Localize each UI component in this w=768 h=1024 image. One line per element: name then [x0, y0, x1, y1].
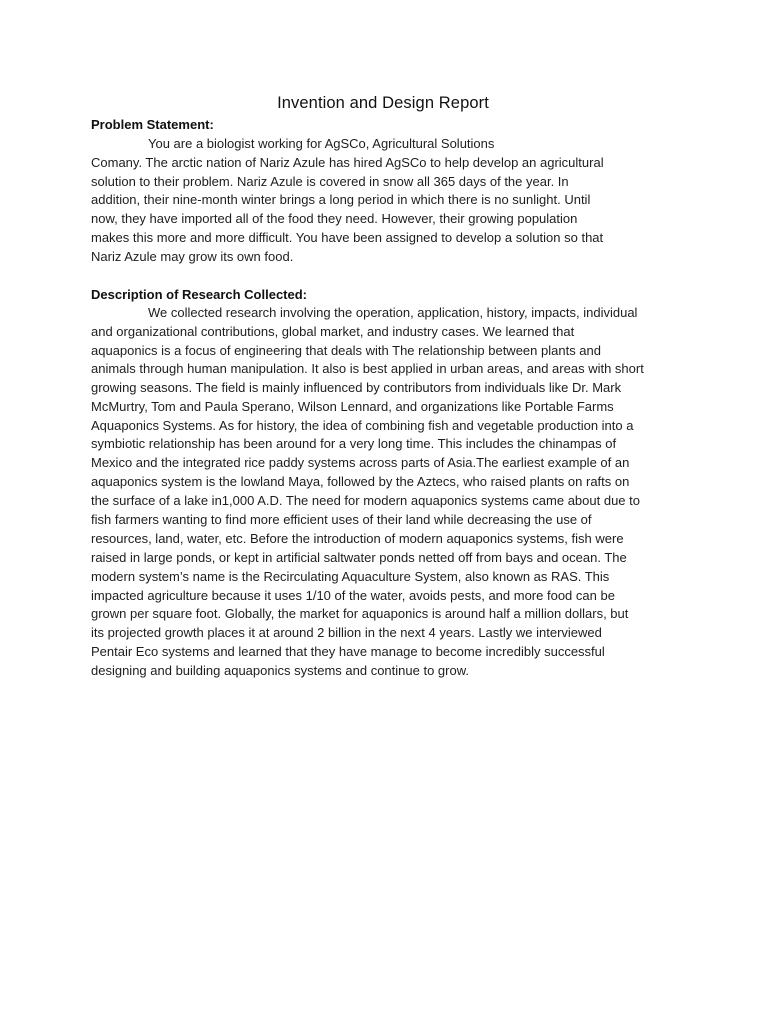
problem-statement-heading: Problem Statement:: [91, 117, 214, 132]
paragraph-line: resources, land, water, etc. Before the introduction of modern aquaponics systems, fish were: [91, 531, 624, 546]
paragraph-line: solution to their problem. Nariz Azule is covered in snow all 365 days of the year. In: [91, 174, 569, 189]
paragraph-line: Aquaponics Systems. As for history, the idea of combining fish and vegetable production into a: [91, 418, 634, 433]
paragraph-line: its projected growth places it at around 2 billion in the next 4 years. Lastly we interviewed: [91, 625, 602, 640]
paragraph-line: You are a biologist working for AgSCo, Agricultural Solutions: [148, 136, 495, 151]
paragraph-line: the surface of a lake in1,000 A.D. The need for modern aquaponics systems came about due to: [91, 493, 640, 508]
document-title: Invention and Design Report: [277, 94, 489, 112]
paragraph-line: grown per square foot. Globally, the market for aquaponics is around half a million dollars, but: [91, 606, 629, 621]
paragraph-line: impacted agriculture because it uses 1/10 of the water, avoids pests, and more food can be: [91, 588, 615, 603]
paragraph-line: makes this more and more difficult. You have been assigned to develop a solution so that: [91, 230, 604, 245]
paragraph-line: modern system’s name is the Recirculating Aquaculture System, also known as RAS. This: [91, 569, 610, 584]
paragraph-line: We collected research involving the operation, application, history, impacts, individual: [148, 305, 638, 320]
paragraph-line: symbiotic relationship has been around for a very long time. This includes the chinampas of: [91, 436, 617, 451]
paragraph-line: McMurtry, Tom and Paula Sperano, Wilson Lennard, and organizations like Portable Farms: [91, 399, 614, 414]
paragraph-line: aquaponics is a focus of engineering that deals with The relationship between plants and: [91, 343, 601, 358]
paragraph-line: and organizational contributions, global market, and industry cases. We learned that: [91, 324, 575, 339]
paragraph-line: aquaponics system is the lowland Maya, followed by the Aztecs, who raised plants on rafts on: [91, 474, 630, 489]
research-description-heading: Description of Research Collected:: [91, 287, 307, 302]
paragraph-line: Mexico and the integrated rice paddy systems across parts of Asia.The earliest example of an: [91, 455, 630, 470]
paragraph-line: raised in large ponds, or kept in artificial saltwater ponds netted off from bays and ocean. The: [91, 550, 627, 565]
paragraph-line: Pentair Eco systems and learned that they have manage to become incredibly successful: [91, 644, 605, 659]
paragraph-line: Nariz Azule may grow its own food.: [91, 249, 294, 264]
paragraph-line: designing and building aquaponics systems and continue to grow.: [91, 663, 469, 678]
paragraph-line: animals through human manipulation. It also is best applied in urban areas, and areas with short: [91, 361, 644, 376]
paragraph-line: Comany. The arctic nation of Nariz Azule has hired AgSCo to help develop an agricultural: [91, 155, 604, 170]
paragraph-line: fish farmers wanting to find more efficient uses of their land while decreasing the use of: [91, 512, 592, 527]
paragraph-line: now, they have imported all of the food they need. However, their growing population: [91, 211, 578, 226]
paragraph-line: addition, their nine-month winter brings a long period in which there is no sunlight. Until: [91, 192, 591, 207]
paragraph-line: growing seasons. The field is mainly influenced by contributors from individuals like Dr. Mark: [91, 380, 622, 395]
